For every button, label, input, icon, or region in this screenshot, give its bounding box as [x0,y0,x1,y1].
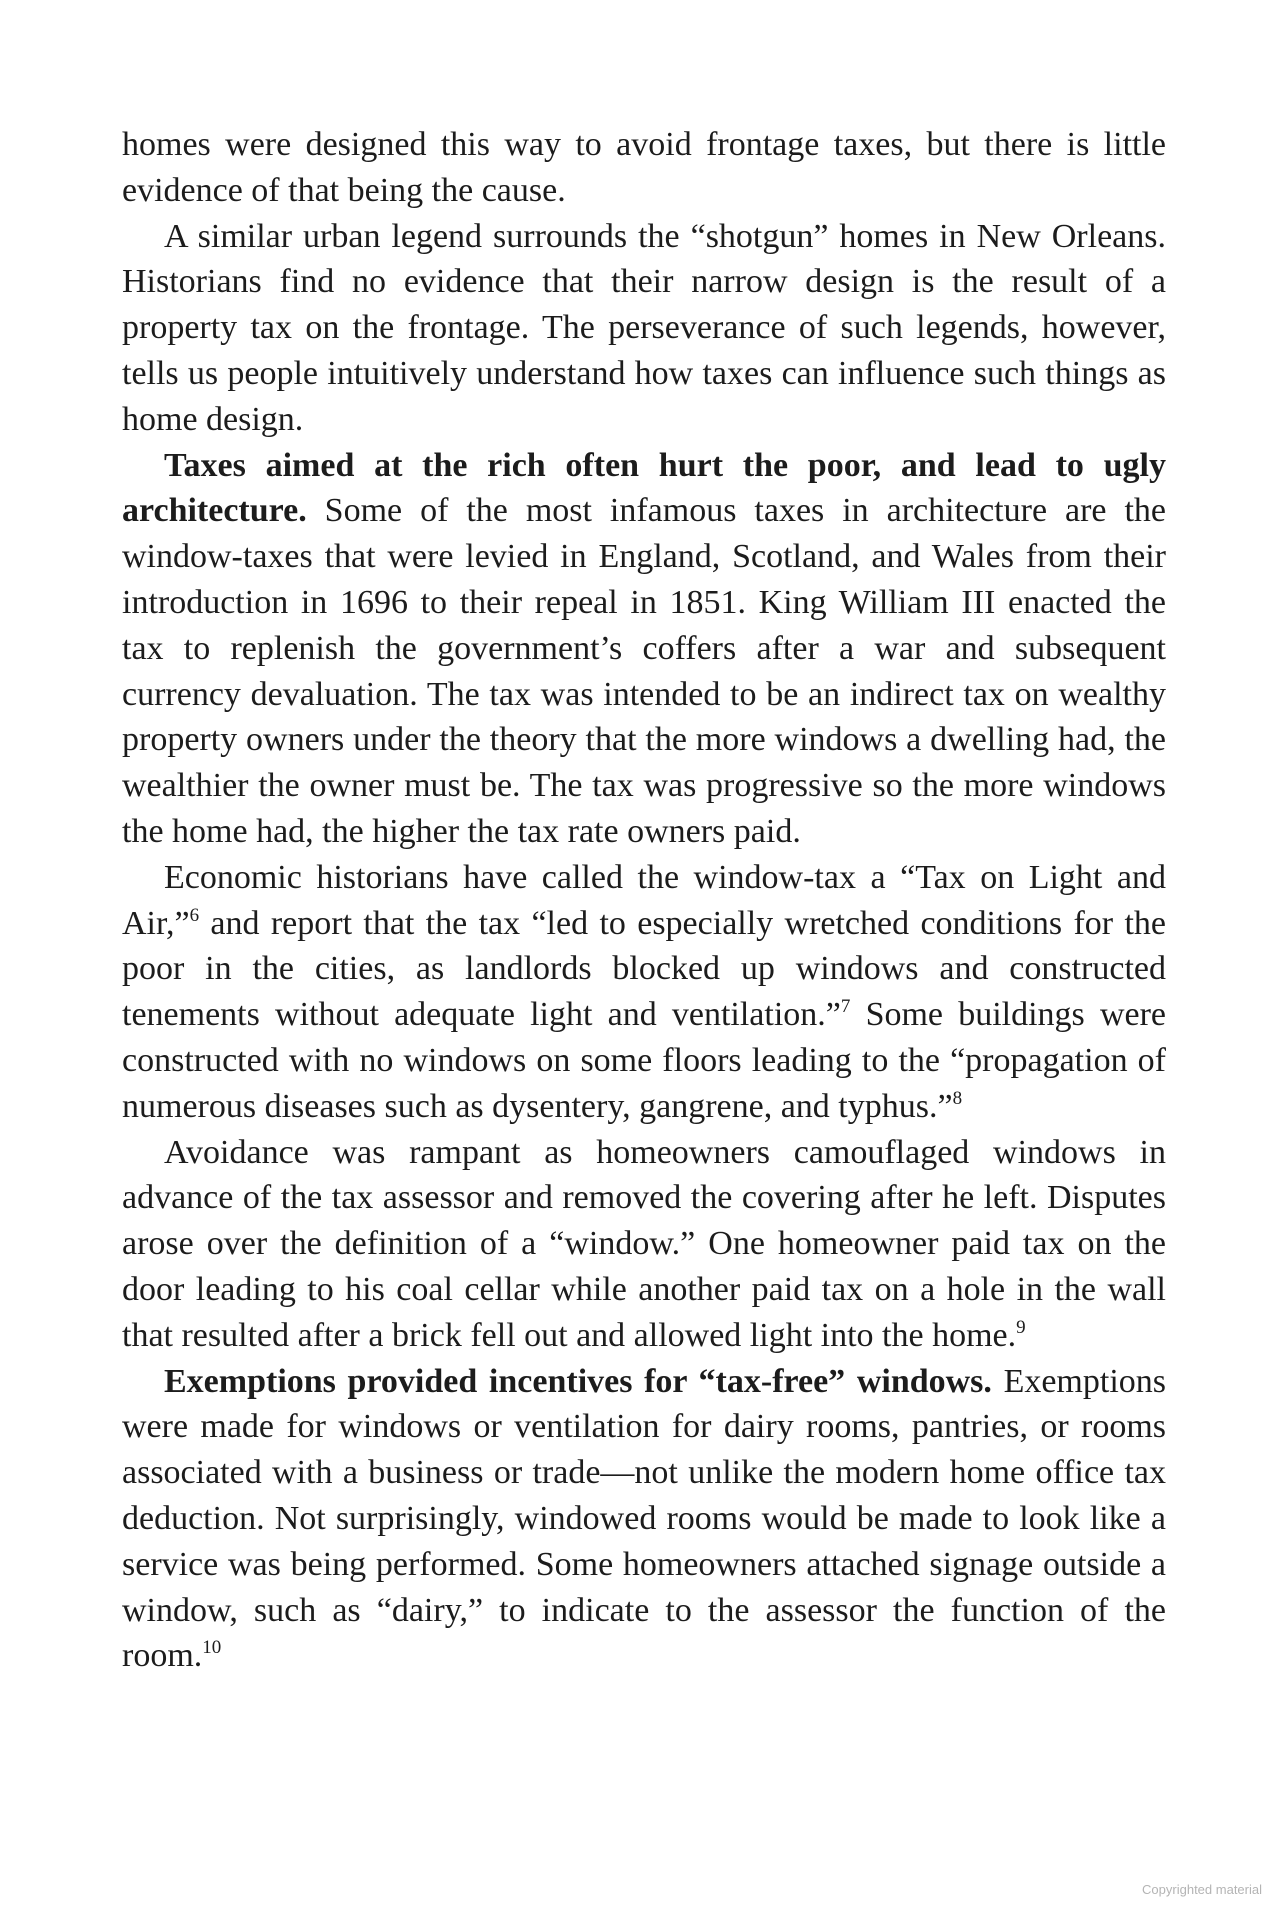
footnote-marker: 7 [840,996,851,1018]
paragraph-text: Exemptions were made for windows or ventilation for dairy rooms, pantries, or rooms associated with a business or trade—not unlike the modern home office tax deduction. Not surprisingly, windowed rooms would be made to look like a service was being performed. Some homeowners attached signage outside a window, such as “dairy,” to indicate to the assessor the function of the room. [122,1362,1166,1675]
paragraph-economic-historians [122,855,1166,1130]
paragraph-text: Economic historians have called the window-tax a “Tax on Light and Air,” [122,858,1166,942]
copyright-watermark: Copyrighted material [1142,1882,1262,1897]
bold-lead-in: Taxes aimed at the rich often hurt the poor, and lead to ugly architecture. [122,446,1166,530]
footnote-marker: 8 [952,1087,963,1109]
paragraph-text: Avoidance was rampant as homeowners camouflaged windows in advance of the tax assessor and removed the covering after he left. Disputes arose over the definition of a “window.” One homeowner paid tax on the door leading to his coal cellar while another paid tax on a hole in the wall that resulted after a brick fell out and allowed light into the home. [122,1133,1166,1354]
paragraph-text: Some of the most infamous taxes in architecture are the window-taxes that were levied in England, Scotland, and Wales from their introduction in 1696 to their repeal in 1851. King William III enacted the tax to replenish the government’s coffers after a war and subsequent currency devaluation. The tax was intended to be an indirect tax on wealthy property owners under the theory that the more windows a dwelling had, the wealthier the owner must be. The tax was progressive so the more windows the home had, the higher the tax rate owners paid. [122,492,1166,850]
paragraph-avoidance [122,1130,1166,1359]
paragraph-text: A similar urban legend surrounds the “shotgun” homes in New Orleans. Historians find no evidence that their narrow design is the result of a property tax on the frontage. The perseverance of such legends, however, tells us people intuitively understand how taxes can influence such things as home design. [122,217,1166,438]
bold-lead-in: Exemptions provided incentives for “tax-free” windows. [164,1362,992,1400]
paragraph-window-taxes [122,443,1166,855]
footnote-marker: 9 [1016,1316,1026,1338]
paragraph-continued [122,122,1166,214]
footnote-marker: 10 [202,1637,222,1659]
paragraph-text: Some buildings were constructed with no windows on some floors leading to the “propagation of numerous diseases such as dysentery, gangrene, and typhus.” [122,996,1167,1125]
paragraph-shotgun-homes [122,214,1166,443]
paragraph-text: homes were designed this way to avoid frontage taxes, but there is little evidence of that being the cause. [122,126,1166,209]
paragraph-exemptions [122,1359,1166,1680]
paragraph-text: and report that the tax “led to especially wretched conditions for the poor in the cities, as landlords blocked up windows and constructed tenements without adequate light and ventilation.” [122,904,1166,1034]
footnote-marker: 6 [189,904,200,926]
page-body [122,122,1166,1679]
